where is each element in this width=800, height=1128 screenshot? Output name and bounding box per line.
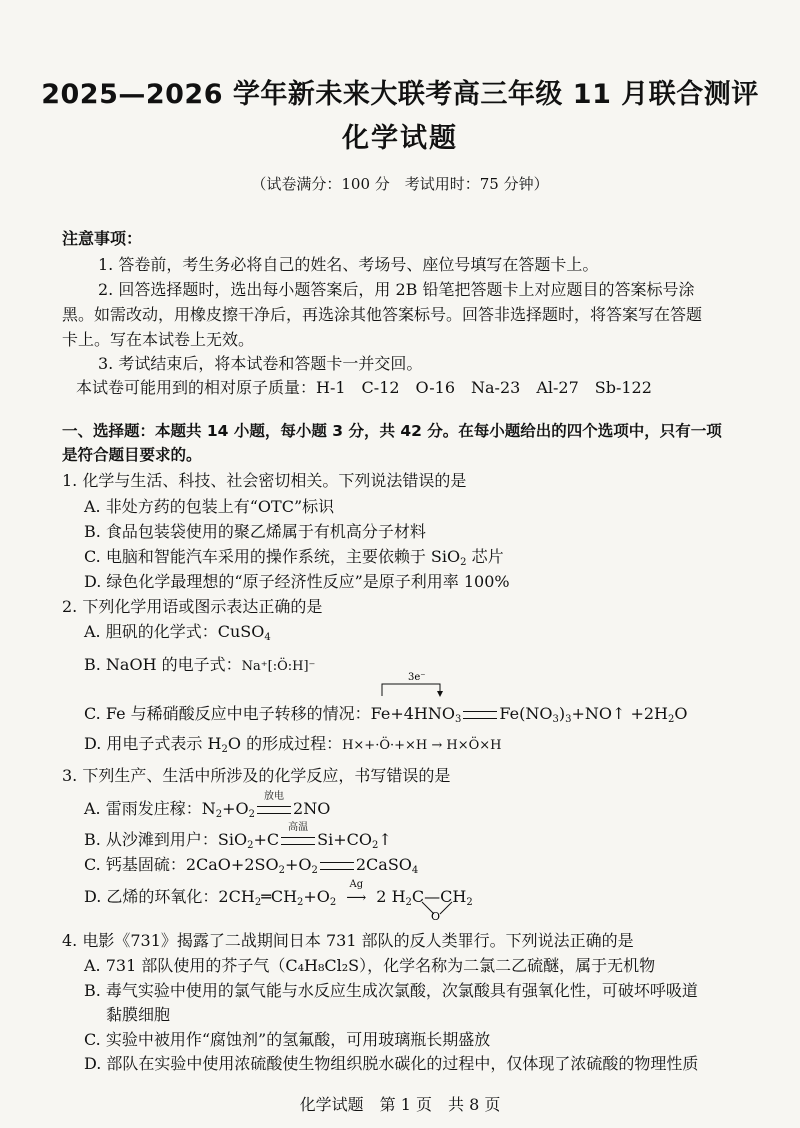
equals-sign [463, 711, 497, 719]
h2o-formation-formula: H×+·Ö·+×H → H×Ö×H [342, 738, 502, 753]
q3-option-d: D. 乙烯的环氧化：$2CH_2═CH_2+O_2$ Ag ⟶ 2 $H_2C—CH_2$ [84, 879, 473, 908]
q4-option-b-cont: 黏膜细胞 [106, 1005, 171, 1024]
q1-option-a: A. 非处方药的包装上有“OTC”标识 [84, 497, 335, 516]
q2-option-a: A. 胆矾的化学式：CuSO$_4$ [84, 622, 271, 643]
naoh-electron-formula: Na⁺[:Ö:H]⁻ [241, 659, 316, 674]
q2-stem: 2. 下列化学用语或图示表达正确的是 [62, 597, 323, 616]
q1-stem: 1. 化学与生活、科技、社会密切相关。下列说法错误的是 [62, 471, 467, 490]
q1-option-d: D. 绿色化学最理想的“原子经济性反应”是原子利用率 100% [84, 572, 510, 591]
q4-option-a: A. 731 部队使用的芥子气（C₄H₈Cl₂S），化学名称为二氯二乙硫醚，属于无机物 [84, 956, 656, 975]
q4-stem: 4. 电影《731》揭露了二战期间日本 731 部队的反人类罪行。下列说法正确的是 [62, 931, 634, 950]
exam-meta: （试卷满分：100 分 考试用时：75 分钟） [251, 175, 549, 193]
q3-stem: 3. 下列生产、生活中所涉及的化学反应，书写错误的是 [62, 766, 451, 785]
notice-heading: 注意事项： [62, 229, 143, 248]
q3-option-c: C. 钙基固硫：$2CaO+2SO_2+O_2$ 2CaSO$_4$ [84, 855, 419, 876]
q2-option-c: C. Fe 与稀硝酸反应中电子转移的情况：$Fe+4HNO_3$ $Fe(NO_3)_3+NO↑ +2H_2O$ [84, 704, 688, 725]
q4-option-b: B. 毒气实验中使用的氯气能与水反应生成次氯酸，次氯酸具有强氧化性，可破坏呼吸道 [84, 981, 698, 1000]
notice-line: 2. 回答选择题时，选出每小题答案后，用 2B 铅笔把答题卡上对应题目的答案标号涂 [98, 280, 695, 299]
q1-option-b: B. 食品包装袋使用的聚乙烯属于有机高分子材料 [84, 522, 426, 541]
notice-line: 1. 答卷前，考生务必将自己的姓名、考场号、座位号填写在答题卡上。 [98, 255, 599, 274]
exam-title: 2025—2026 学年新未来大联考高三年级 11 月联合测评 [41, 79, 759, 110]
q1-option-c: C. 电脑和智能汽车采用的操作系统，主要依赖于 SiO$_2$ 芯片 [84, 547, 504, 568]
q2-option-b: B. NaOH 的电子式：Na⁺[:Ö:H]⁻ [84, 655, 316, 674]
q2-option-d: D. 用电子式表示 $H_2O$ 的形成过程：H×+·Ö·+×H → H×Ö×H [84, 734, 502, 755]
section-heading: 一、选择题：本题共 14 小题，每小题 3 分，共 42 分。在每小题给出的四个选项中，只有一项 [62, 422, 722, 440]
subject-title: 化学试题 [342, 123, 458, 154]
electron-transfer-bracket [378, 670, 468, 698]
page-footer: 化学试题 第 1 页 共 8 页 [299, 1095, 501, 1114]
section-heading-cont: 是符合题目要求的。 [62, 446, 202, 464]
q3-option-a: A. 雷雨发庄稼：$N_2+O_2$ 放电 2NO [84, 791, 331, 820]
atomic-mass-line: 本试卷可能用到的相对原子质量：H-1 C-12 O-16 Na-23 Al-27 Sb-122 [76, 378, 652, 397]
svg-text:O: O [431, 910, 441, 922]
notice-line: 卡上。写在本试卷上无效。 [62, 330, 255, 349]
notice-line: 黑。如需改动，用橡皮擦干净后，再选涂其他答案标号。回答非选择题时，将答案写在答题 [62, 305, 703, 324]
notice-line: 3. 考试结束后，将本试卷和答题卡一并交回。 [98, 354, 423, 373]
transfer-label: 3e⁻ [408, 672, 426, 683]
epoxide-ring [418, 900, 458, 922]
q3-option-b: B. 从沙滩到用户：SiO$_2$+C 高温 $Si+CO_2↑$ [84, 822, 392, 851]
q4-option-d: D. 部队在实验中使用浓硫酸使生物组织脱水碳化的过程中，仅体现了浓硫酸的物理性质 [84, 1054, 699, 1073]
q4-option-c: C. 实验中被用作“腐蚀剂”的氢氟酸，可用玻璃瓶长期盛放 [84, 1030, 491, 1049]
